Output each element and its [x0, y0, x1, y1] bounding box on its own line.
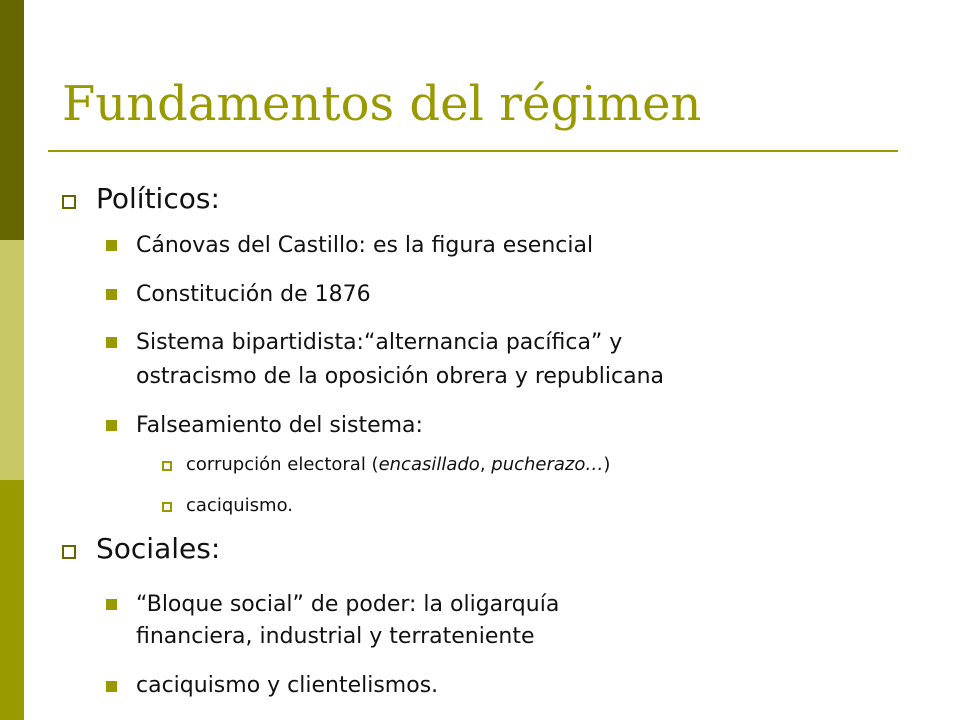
decor-bar-bottom [0, 480, 24, 720]
bullet-text-continuation: ostracismo de la oposición obrera y republicana [136, 364, 665, 389]
square-bullet-icon [106, 240, 117, 251]
bullet-text: Falseamiento del sistema: [136, 413, 423, 438]
slide-title: Fundamentos del régimen [62, 76, 702, 132]
section-heading: Sociales: [96, 532, 221, 565]
square-bullet-icon [106, 599, 117, 610]
sub-bullet-text: caciquismo. [186, 495, 293, 516]
small-hollow-square-bullet-icon [162, 502, 172, 512]
hollow-square-bullet-icon [62, 545, 76, 559]
square-bullet-icon [106, 420, 117, 431]
square-bullet-icon [106, 337, 117, 348]
bullet-text: Sistema bipartidista:“alternancia pacífica” y [136, 330, 623, 355]
small-hollow-square-bullet-icon [162, 461, 172, 471]
bullet-text: “Bloque social” de poder: la oligarquía [136, 592, 560, 617]
bullet-text-continuation: financiera, industrial y terrateniente [136, 624, 535, 649]
decor-bar-top [0, 0, 24, 240]
bullet-text: caciquismo y clientelismos. [136, 673, 439, 698]
section-heading: Políticos: [96, 182, 220, 215]
square-bullet-icon [106, 681, 117, 692]
bullet-text: Cánovas del Castillo: es la figura esencial [136, 233, 594, 258]
title-underline [48, 150, 898, 152]
hollow-square-bullet-icon [62, 195, 76, 209]
sub-bullet-text: corrupción electoral (encasillado, pucherazo…) [186, 454, 611, 475]
bullet-text: Constitución de 1876 [136, 282, 371, 307]
decor-bar-middle [0, 240, 24, 480]
square-bullet-icon [106, 289, 117, 300]
